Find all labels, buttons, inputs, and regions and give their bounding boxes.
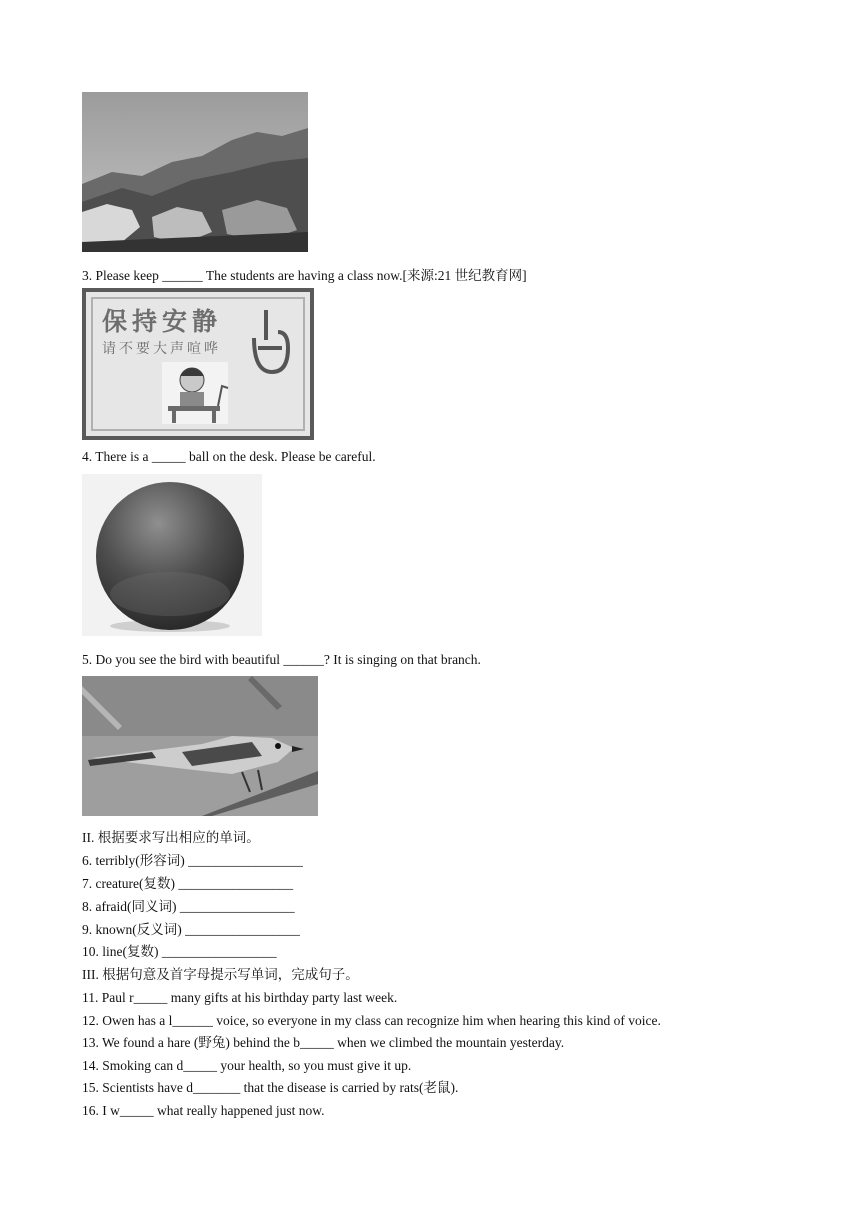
question-6: 6. terribly(形容词) _________________ <box>82 853 303 868</box>
keep-quiet-sign <box>82 288 314 440</box>
question-10: 10. line(复数) _________________ <box>82 944 277 959</box>
question-12: 12. Owen has a l______ voice, so everyone in my class can recognize him when hearing this kind of voice. <box>82 1013 661 1028</box>
question-13: 13. We found a hare (野兔) behind the b_____ when we climbed the mountain yesterday. <box>82 1035 565 1050</box>
sign-title: 保持安静 <box>102 307 223 336</box>
bird-photo <box>82 676 318 816</box>
question-3: 3. Please keep ______ The students are having a class now.[来源:21 世纪教育网] <box>82 268 527 283</box>
section-2-heading: II. 根据要求写出相应的单词。 <box>82 830 260 845</box>
child-reading-icon <box>162 362 228 424</box>
question-15: 15. Scientists have d_______ that the disease is carried by rats(老鼠). <box>82 1080 459 1095</box>
question-14: 14. Smoking can d_____ your health, so you must give it up. <box>82 1058 412 1073</box>
question-5: 5. Do you see the bird with beautiful ______? It is singing on that branch. <box>82 652 481 667</box>
question-9: 9. known(反义词) _________________ <box>82 922 300 937</box>
section-3-heading: III. 根据句意及首字母提示写单词，完成句子。 <box>82 967 359 982</box>
question-7: 7. creature(复数) _________________ <box>82 876 294 891</box>
ball-photo <box>82 474 262 636</box>
question-16: 16. I w_____ what really happened just now. <box>82 1103 325 1118</box>
mountain-photo <box>82 92 308 252</box>
sign-subtitle: 请不要大声喧哗 <box>102 341 221 357</box>
question-11: 11. Paul r_____ many gifts at his birthday party last week. <box>82 990 398 1005</box>
question-4: 4. There is a _____ ball on the desk. Please be careful. <box>82 449 376 464</box>
question-8: 8. afraid(同义词) _________________ <box>82 899 295 914</box>
